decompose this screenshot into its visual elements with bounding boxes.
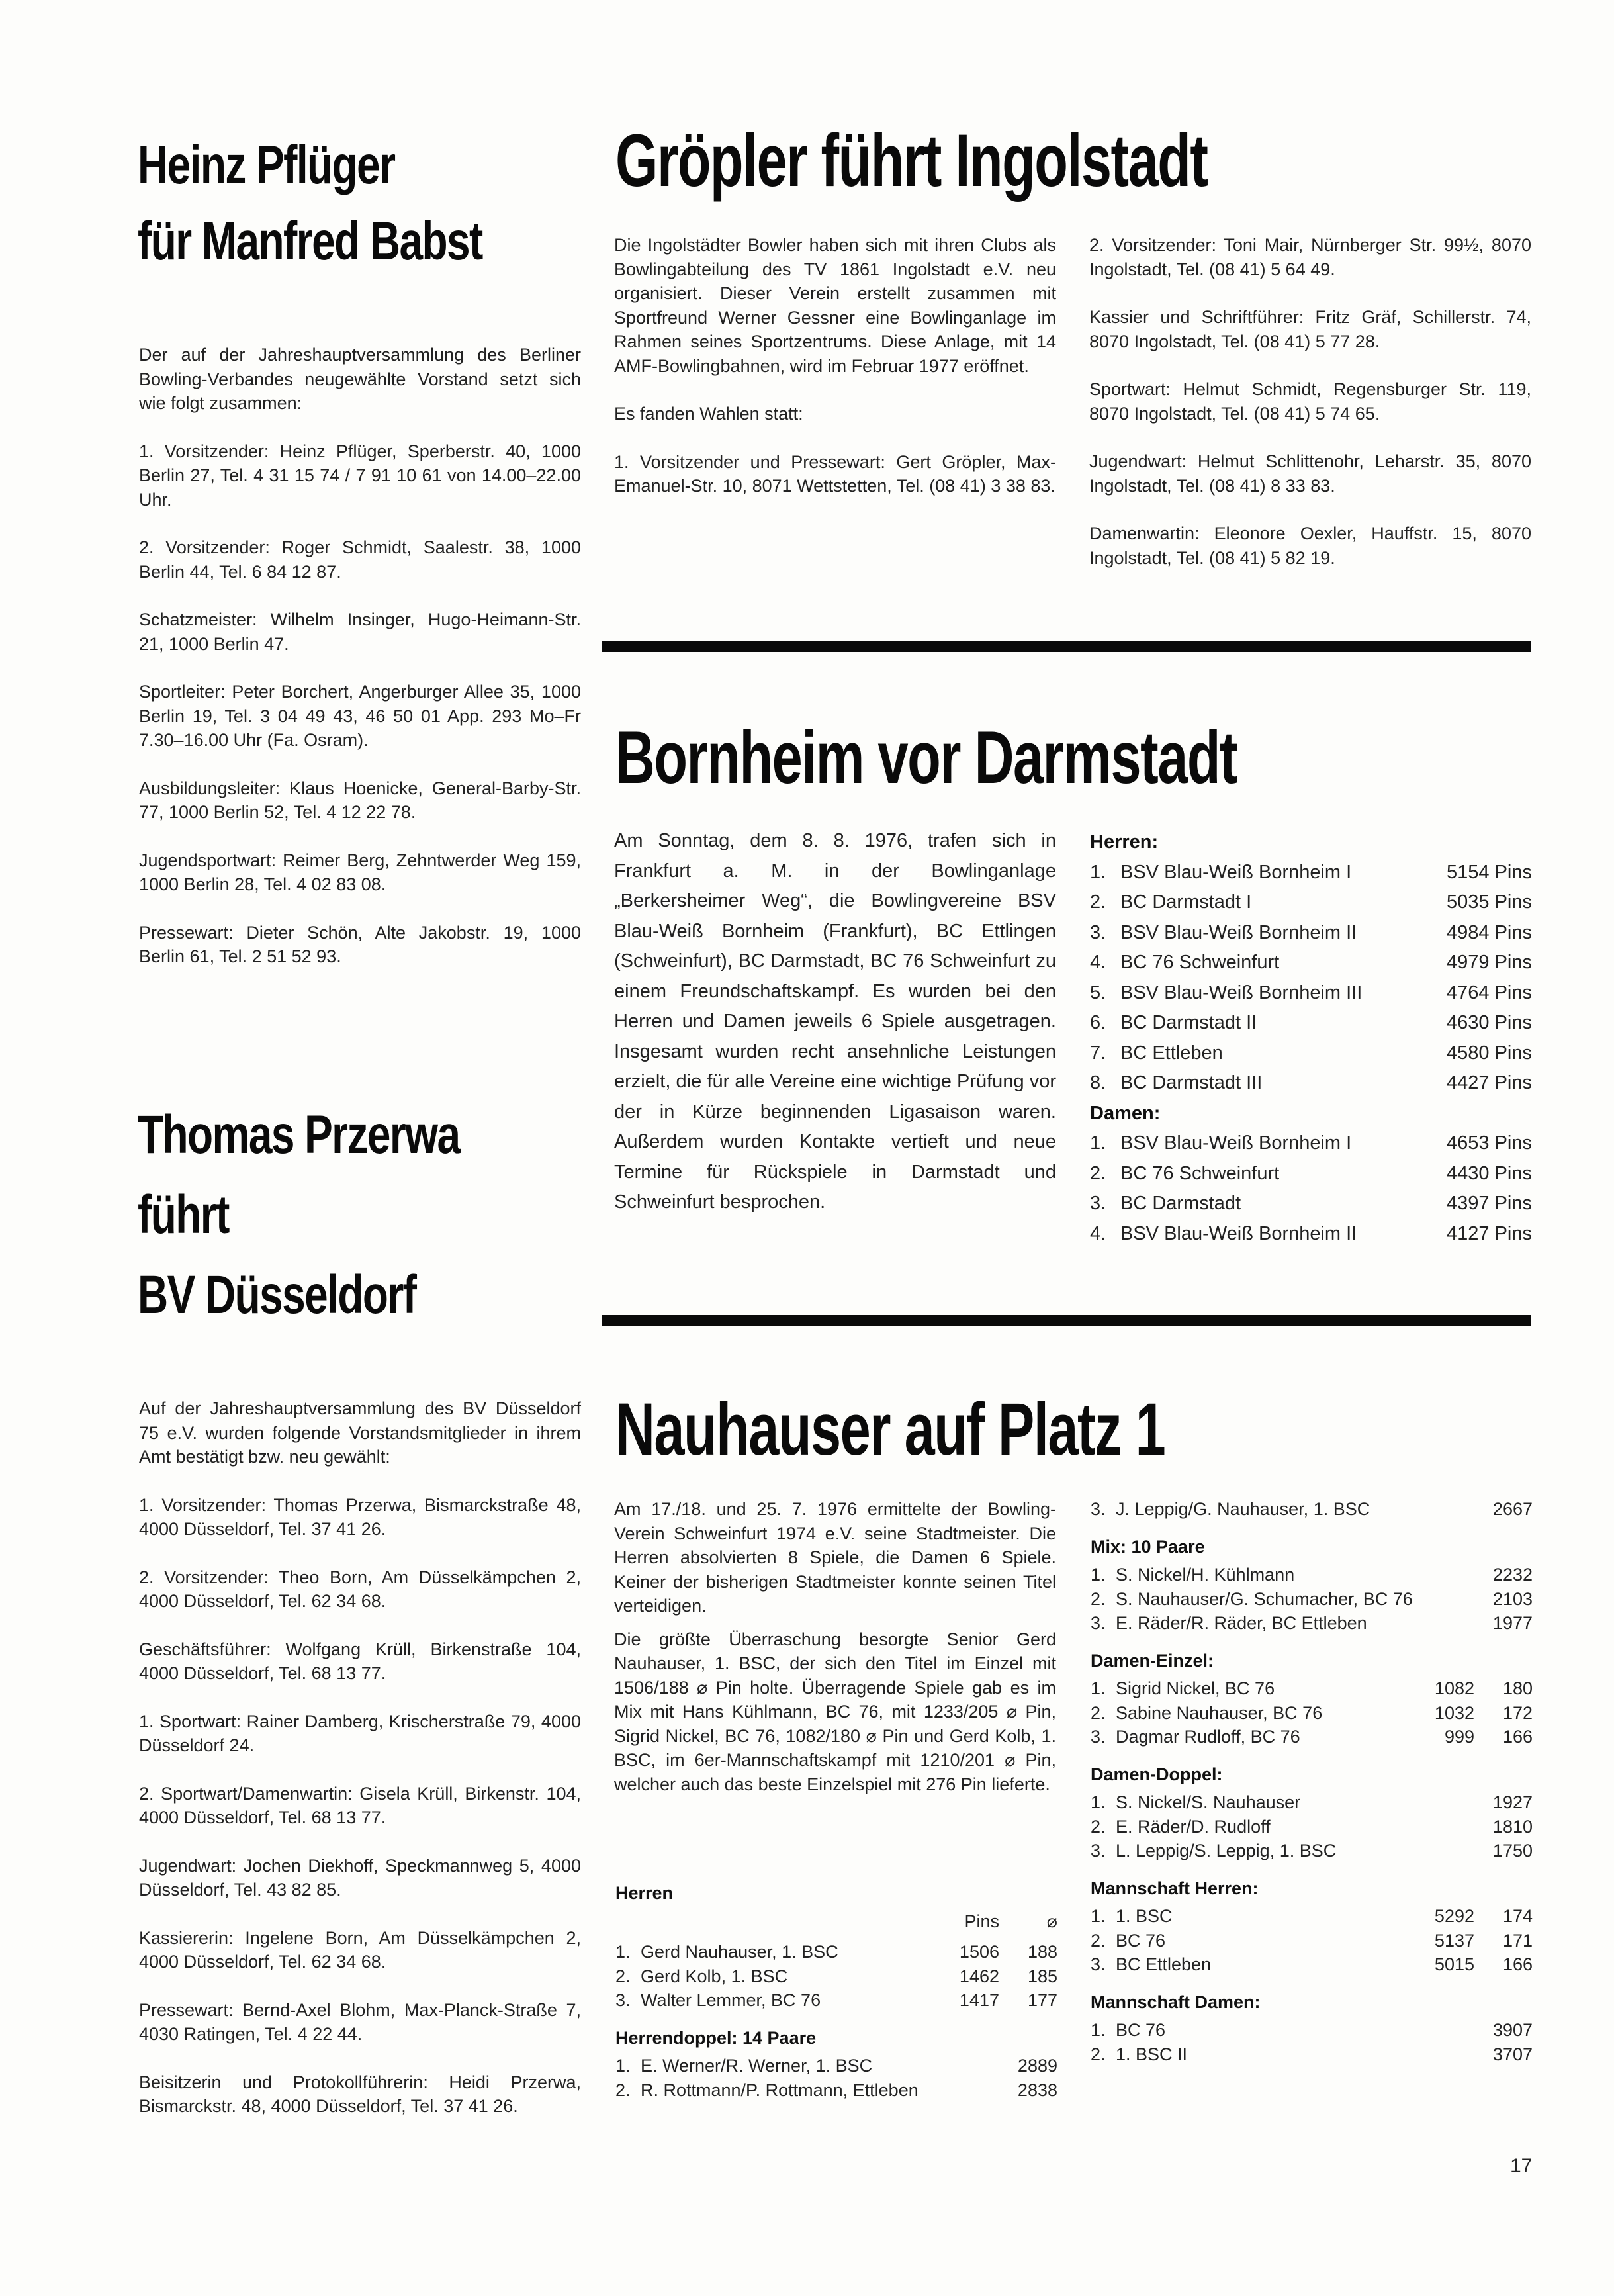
rank: 1. xyxy=(1090,861,1106,883)
paragraph: Jugendsportwart: Reimer Berg, Zehntwerder Weg 159, 1000 Berlin 28, Tel. 4 02 83 08. xyxy=(139,850,581,894)
damen-einzel-label: Damen-Einzel: xyxy=(1091,1650,1214,1671)
pins-value: 1417 xyxy=(959,1990,999,2010)
player-name: BC 76 xyxy=(1116,2020,1166,2040)
section-divider-rule xyxy=(602,641,1531,652)
paragraph: Damenwartin: Eleonore Oexler, Hauffstr. 15, 8070 Ingolstadt, Tel. (08 41) 5 82 19. xyxy=(1089,524,1531,568)
rank: 1. xyxy=(1091,1678,1106,1698)
player-name: 1. BSC II xyxy=(1116,2044,1188,2064)
article-pflueger-body xyxy=(139,343,581,969)
headline-przerwa-line1: Thomas Przerwa xyxy=(138,1105,460,1165)
rank: 1. xyxy=(1091,2020,1106,2040)
result-row xyxy=(1091,1587,1533,1612)
average-value: 177 xyxy=(1027,1990,1057,2010)
result-row xyxy=(1091,1929,1533,1953)
player-name: S. Nickel/H. Kühlmann xyxy=(1116,1565,1295,1584)
player-name: BC 76 xyxy=(1116,1930,1166,1951)
rank: 3. xyxy=(1091,1727,1106,1747)
result-row xyxy=(1090,1189,1532,1219)
average-value: 172 xyxy=(1502,1702,1533,1723)
rank: 2. xyxy=(615,1966,631,1986)
nauhauser-results-right xyxy=(1091,1497,1533,2066)
player-name: BC Ettleben xyxy=(1116,1954,1212,1974)
paragraph: Am 17./18. und 25. 7. 1976 ermittelte der Bowling-Verein Schweinfurt 1974 e.V. seine Stadtmeister. Die Herren absolvierten 8 Spiele, die Damen 6 Spiele. Keiner der bisherigen Stadtmeister konnte seinen Titel verteidigen. xyxy=(614,1499,1056,1616)
rank: 1. xyxy=(1091,1906,1106,1926)
column-header-pins: Pins xyxy=(964,1911,999,1931)
pins-value: 1927 xyxy=(1492,1792,1533,1812)
result-row xyxy=(1091,1611,1533,1635)
player-name: S. Nickel/S. Nauhauser xyxy=(1116,1792,1301,1812)
pins-value: 3907 xyxy=(1492,2020,1533,2040)
column-headers xyxy=(615,1909,1057,1934)
rank: 4. xyxy=(1090,952,1106,973)
paragraph: 2. Vorsitzender: Toni Mair, Nürnberger Str. 99½, 8070 Ingolstadt, Tel. (08 41) 5 64 49. xyxy=(1089,235,1531,279)
article-groepler-col1 xyxy=(614,233,1056,498)
rank: 3. xyxy=(1090,1193,1106,1214)
result-row xyxy=(1090,948,1532,978)
pins-value: 4630 Pins xyxy=(1447,1012,1532,1033)
rank: 2. xyxy=(1090,892,1106,913)
rank: 1. xyxy=(1091,1565,1106,1584)
paragraph: Pressewart: Dieter Schön, Alte Jakobstr. 19, 1000 Berlin 61, Tel. 2 51 52 93. xyxy=(139,922,581,966)
paragraph: Ausbildungsleiter: Klaus Hoenicke, General-Barby-Str. 77, 1000 Berlin 52, Tel. 4 12 22 78. xyxy=(139,778,581,822)
article-przerwa-body xyxy=(139,1397,581,2119)
pins-value: 1750 xyxy=(1492,1841,1533,1860)
paragraph: Geschäftsführer: Wolfgang Krüll, Birkenstraße 104, 4000 Düsseldorf, Tel. 68 13 77. xyxy=(139,1639,581,1683)
paragraph: Kassiererin: Ingelene Born, Am Düsselkämpchen 2, 4000 Düsseldorf, Tel. 62 34 68. xyxy=(139,1927,581,1972)
headline-przerwa-line3: BV Düsseldorf xyxy=(138,1265,416,1325)
rank: 3. xyxy=(615,1990,631,2010)
player-name: E. Räder/R. Räder, BC Ettleben xyxy=(1116,1613,1367,1633)
pins-value: 1977 xyxy=(1492,1613,1533,1633)
rank: 3. xyxy=(1091,1841,1106,1860)
paragraph: 1. Sportwart: Rainer Damberg, Krischerstraße 79, 4000 Düsseldorf 24. xyxy=(139,1711,581,1755)
player-name: J. Leppig/G. Nauhauser, 1. BSC xyxy=(1116,1499,1370,1519)
team-name: BC Darmstadt I xyxy=(1120,892,1252,913)
average-value: 171 xyxy=(1502,1930,1533,1951)
player-name: R. Rottmann/P. Rottmann, Ettleben xyxy=(641,2080,919,2100)
pins-value: 1506 xyxy=(959,1942,999,1962)
herren-label: Herren xyxy=(615,1883,674,1903)
paragraph: Die größte Überraschung besorgte Senior Gerd Nauhauser, 1. BSC, der sich den Titel im Einzel mit 1506/188 ⌀ Pin holte. Überragende Spiele gab es im Mix mit Hans Kühlmann, BC 76, mit 1233/205 ⌀ Pin, Sigrid Nickel, BC 76, 1082/180 ⌀ Pin und Gerd Kolb, 1. BSC, im 6er-Mannschaftskampf mit 1210/201 ⌀ Pin, welcher auch das beste Einzelspiel mit 276 Pin lieferte. xyxy=(614,1629,1056,1794)
result-row xyxy=(1091,1497,1533,1522)
team-name: BC Darmstadt III xyxy=(1120,1072,1263,1093)
player-name: Sabine Nauhauser, BC 76 xyxy=(1116,1702,1323,1723)
result-row xyxy=(1091,1952,1533,1977)
page-number: 17 xyxy=(1510,2155,1533,2177)
result-row xyxy=(615,1940,1057,1964)
result-row xyxy=(1090,1038,1532,1069)
result-row xyxy=(1090,1128,1532,1159)
rank: 2. xyxy=(1091,1702,1106,1723)
article-bornheim-body xyxy=(614,826,1056,1218)
article-groepler-col2 xyxy=(1089,233,1531,570)
paragraph: Jugendwart: Helmut Schlittenohr, Leharstr. 35, 8070 Ingolstadt, Tel. (08 41) 8 33 83. xyxy=(1089,451,1531,496)
pins-value: 1032 xyxy=(1434,1702,1474,1723)
rank: 7. xyxy=(1090,1042,1106,1064)
result-row xyxy=(615,1988,1057,2013)
pins-value: 4430 Pins xyxy=(1447,1162,1532,1184)
result-row xyxy=(1091,1904,1533,1929)
rank: 2. xyxy=(1090,1162,1106,1184)
paragraph: Kassier und Schriftführer: Fritz Gräf, Schillerstr. 74, 8070 Ingolstadt, Tel. (08 41) 5 77 28. xyxy=(1089,307,1531,351)
article-nauhauser-body xyxy=(614,1497,1056,1796)
player-name: Sigrid Nickel, BC 76 xyxy=(1116,1678,1275,1698)
paragraph: Sportwart: Helmut Schmidt, Regensburger Str. 119, 8070 Ingolstadt, Tel. (08 41) 5 74 65. xyxy=(1089,379,1531,424)
pins-value: 1462 xyxy=(959,1966,999,1986)
column-header-average: ⌀ xyxy=(1046,1911,1057,1931)
rank: 1. xyxy=(615,1942,631,1962)
rank: 2. xyxy=(1091,1588,1106,1609)
average-value: 166 xyxy=(1502,1954,1533,1974)
paragraph: Der auf der Jahreshauptversammlung des Berliner Bowling-Verbandes neugewählte Vorstand setzt sich wie folgt zusammen: xyxy=(139,345,581,413)
pins-value: 4653 Pins xyxy=(1447,1132,1532,1154)
result-row xyxy=(1091,1839,1533,1863)
rank: 1. xyxy=(615,2056,631,2076)
rank: 3. xyxy=(1091,1954,1106,1974)
rank: 3. xyxy=(1091,1499,1106,1519)
rank: 2. xyxy=(1091,1816,1106,1837)
pins-value: 1082 xyxy=(1434,1678,1474,1698)
player-name: L. Leppig/S. Leppig, 1. BSC xyxy=(1116,1841,1337,1860)
pins-value: 3707 xyxy=(1492,2044,1533,2064)
player-name: E. Werner/R. Werner, 1. BSC xyxy=(641,2056,873,2076)
team-name: BSV Blau-Weiß Bornheim II xyxy=(1120,921,1357,943)
result-row xyxy=(615,2078,1057,2103)
paragraph: 1. Vorsitzender: Heinz Pflüger, Sperberstr. 40, 1000 Berlin 27, Tel. 4 31 15 74 / 7 91 10 61 von 14.00–22.00 Uhr. xyxy=(139,441,581,510)
team-name: BSV Blau-Weiß Bornheim I xyxy=(1120,1132,1352,1154)
paragraph: Die Ingolstädter Bowler haben sich mit ihren Clubs als Bowlingabteilung des TV 1861 Ingolstadt e.V. neu organisiert. Dieser Verein erstellt zusammen mit Sportfreund Werner Gessner eine Bowlinganlage im Rahmen seines Sportzentrums. Diese Anlage, mit 14 AMF-Bowlingbahnen, wird im Februar 1977 eröffnet. xyxy=(614,235,1056,376)
pins-value: 2667 xyxy=(1492,1499,1533,1519)
team-name: BSV Blau-Weiß Bornheim II xyxy=(1120,1222,1357,1244)
pins-value: 5292 xyxy=(1434,1906,1474,1926)
result-row xyxy=(1091,1676,1533,1701)
pins-value: 1810 xyxy=(1492,1816,1533,1837)
rank: 1. xyxy=(1090,1132,1106,1154)
result-row xyxy=(1091,1815,1533,1839)
headline-pflueger-line1: Heinz Pflüger xyxy=(138,135,395,195)
section-divider-rule xyxy=(602,1315,1531,1326)
paragraph: Am Sonntag, dem 8. 8. 1976, trafen sich in Frankfurt a. M. in der Bowlinganlage „Berkersheimer Weg“, die Bowlingvereine BSV Blau-Weiß Bornheim (Frankfurt), BC Ettlingen (Schweinfurt), BC Darmstadt, BC 76 Schweinfurt zu einem Freundschaftskampf. Es wurden bei den Herren und Damen jeweils 6 Spiele ausgetragen. Insgesamt wurden recht ansehnliche Leistungen erzielt, die für alle Vereine eine wichtige Prüfung vor der in Kürze beginnenden Ligasaison waren. Außerdem wurden Kontakte vertieft und neue Termine für Rückspiele in Darmstadt und Schweinfurt besprochen. xyxy=(614,830,1056,1213)
rank: 3. xyxy=(1090,921,1106,943)
pins-value: 2889 xyxy=(1017,2056,1057,2076)
result-row xyxy=(1090,1068,1532,1099)
team-name: BC 76 Schweinfurt xyxy=(1120,1162,1280,1184)
rank: 3. xyxy=(1091,1613,1106,1633)
team-name: BC 76 Schweinfurt xyxy=(1120,952,1280,973)
result-row xyxy=(615,1964,1057,1989)
rank: 8. xyxy=(1090,1072,1106,1093)
pins-value: 999 xyxy=(1444,1727,1474,1747)
paragraph: 2. Sportwart/Damenwartin: Gisela Krüll, Birkenstr. 104, 4000 Düsseldorf, Tel. 68 13 77. xyxy=(139,1783,581,1827)
rank: 2. xyxy=(1091,2044,1106,2064)
average-value: 188 xyxy=(1027,1942,1057,1962)
damen-label: Damen: xyxy=(1090,1102,1161,1124)
pins-value: 2232 xyxy=(1492,1565,1533,1584)
result-row xyxy=(1090,1219,1532,1250)
herren-label: Herren: xyxy=(1090,831,1159,852)
player-name: 1. BSC xyxy=(1116,1906,1173,1926)
average-value: 180 xyxy=(1502,1678,1533,1698)
result-row xyxy=(1090,888,1532,918)
paragraph: Auf der Jahreshauptversammlung des BV Düsseldorf 75 e.V. wurden folgende Vorstandsmitglieder in ihrem Amt bestätigt bzw. neu gewählt: xyxy=(139,1399,581,1467)
pins-value: 4979 Pins xyxy=(1447,952,1532,973)
result-row xyxy=(1090,918,1532,948)
rank: 2. xyxy=(1091,1930,1106,1951)
result-row xyxy=(1091,2043,1533,2067)
paragraph: Pressewart: Bernd-Axel Blohm, Max-Planck-Straße 7, 4030 Ratingen, Tel. 4 22 44. xyxy=(139,1999,581,2044)
paragraph: 2. Vorsitzender: Theo Born, Am Düsselkämpchen 2, 4000 Düsseldorf, Tel. 62 34 68. xyxy=(139,1567,581,1611)
pins-value: 4984 Pins xyxy=(1447,921,1532,943)
player-name: Dagmar Rudloff, BC 76 xyxy=(1116,1727,1300,1747)
pins-value: 5154 Pins xyxy=(1447,861,1532,883)
result-row xyxy=(1090,858,1532,888)
pins-value: 4580 Pins xyxy=(1447,1042,1532,1064)
team-name: BSV Blau-Weiß Bornheim I xyxy=(1120,861,1352,883)
rank: 4. xyxy=(1090,1222,1106,1244)
team-name: BC Darmstadt II xyxy=(1120,1012,1257,1033)
result-row xyxy=(1090,978,1532,1009)
nauhauser-results-left xyxy=(615,1881,1057,2102)
pins-value: 4427 Pins xyxy=(1447,1072,1532,1093)
paragraph: Es fanden Wahlen statt: xyxy=(614,404,803,424)
player-name: Gerd Nauhauser, 1. BSC xyxy=(641,1942,838,1962)
paragraph: Beisitzerin und Protokollführerin: Heidi Przerwa, Bismarckstr. 48, 4000 Düsseldorf, Tel. 37 41 26. xyxy=(139,2072,581,2116)
paragraph: Sportleiter: Peter Borchert, Angerburger Allee 35, 1000 Berlin 19, Tel. 3 04 49 43, 46 50 01 App. 293 Mo–Fr 7.30–16.00 Uhr (Fa. Osram). xyxy=(139,682,581,750)
damen-doppel-label: Damen-Doppel: xyxy=(1091,1764,1223,1784)
mix-label: Mix: 10 Paare xyxy=(1091,1536,1205,1557)
mannschaft-damen-label: Mannschaft Damen: xyxy=(1091,1992,1261,2012)
result-row xyxy=(1090,1159,1532,1189)
player-name: S. Nauhauser/G. Schumacher, BC 76 xyxy=(1116,1588,1413,1609)
paragraph: 1. Vorsitzender und Pressewart: Gert Gröpler, Max-Emanuel-Str. 10, 8071 Wettstetten, Tel. (08 41) 3 38 83. xyxy=(614,451,1056,496)
rank: 6. xyxy=(1090,1012,1106,1033)
paragraph: 2. Vorsitzender: Roger Schmidt, Saalestr. 38, 1000 Berlin 44, Tel. 6 84 12 87. xyxy=(139,537,581,582)
result-row xyxy=(1090,1008,1532,1038)
pins-value: 2103 xyxy=(1492,1588,1533,1609)
result-row xyxy=(1091,1701,1533,1725)
pins-value: 5015 xyxy=(1434,1954,1474,1974)
headline-pflueger-line2: für Manfred Babst xyxy=(138,211,482,271)
result-row xyxy=(615,2054,1057,2078)
pins-value: 4127 Pins xyxy=(1447,1222,1532,1244)
team-name: BC Darmstadt xyxy=(1120,1193,1241,1214)
player-name: Gerd Kolb, 1. BSC xyxy=(641,1966,788,1986)
team-name: BC Ettleben xyxy=(1120,1042,1223,1064)
team-name: BSV Blau-Weiß Bornheim III xyxy=(1120,982,1363,1003)
herrendoppel-label: Herrendoppel: 14 Paare xyxy=(615,2027,817,2048)
rank: 1. xyxy=(1091,1792,1106,1812)
player-name: E. Räder/D. Rudloff xyxy=(1116,1816,1271,1837)
average-value: 166 xyxy=(1502,1727,1533,1747)
paragraph: Jugendwart: Jochen Diekhoff, Speckmannweg 5, 4000 Düsseldorf, Tel. 43 82 85. xyxy=(139,1855,581,1900)
result-row xyxy=(1091,1563,1533,1587)
pins-value: 2838 xyxy=(1017,2080,1057,2100)
rank: 5. xyxy=(1090,982,1106,1003)
bornheim-results xyxy=(1090,827,1532,1249)
paragraph: 1. Vorsitzender: Thomas Przerwa, Bismarckstraße 48, 4000 Düsseldorf, Tel. 37 41 26. xyxy=(139,1494,581,1539)
headline-groepler: Gröpler führt Ingolstadt xyxy=(615,119,1208,202)
pins-value: 5137 xyxy=(1434,1930,1474,1951)
paragraph: Schatzmeister: Wilhelm Insinger, Hugo-Heimann-Str. 21, 1000 Berlin 47. xyxy=(139,610,581,654)
headline-przerwa-line2: führt xyxy=(138,1185,229,1245)
result-row xyxy=(1091,2018,1533,2043)
average-value: 185 xyxy=(1027,1966,1057,1986)
pins-value: 5035 Pins xyxy=(1447,892,1532,913)
mannschaft-herren-label: Mannschaft Herren: xyxy=(1091,1878,1259,1898)
average-value: 174 xyxy=(1502,1906,1533,1926)
result-row xyxy=(1091,1725,1533,1749)
headline-nauhauser: Nauhauser auf Platz 1 xyxy=(615,1388,1165,1471)
pins-value: 4764 Pins xyxy=(1447,982,1532,1003)
player-name: Walter Lemmer, BC 76 xyxy=(641,1990,821,2010)
headline-bornheim: Bornheim vor Darmstadt xyxy=(615,716,1237,799)
pins-value: 4397 Pins xyxy=(1447,1193,1532,1214)
rank: 2. xyxy=(615,2080,631,2100)
result-row xyxy=(1091,1790,1533,1815)
